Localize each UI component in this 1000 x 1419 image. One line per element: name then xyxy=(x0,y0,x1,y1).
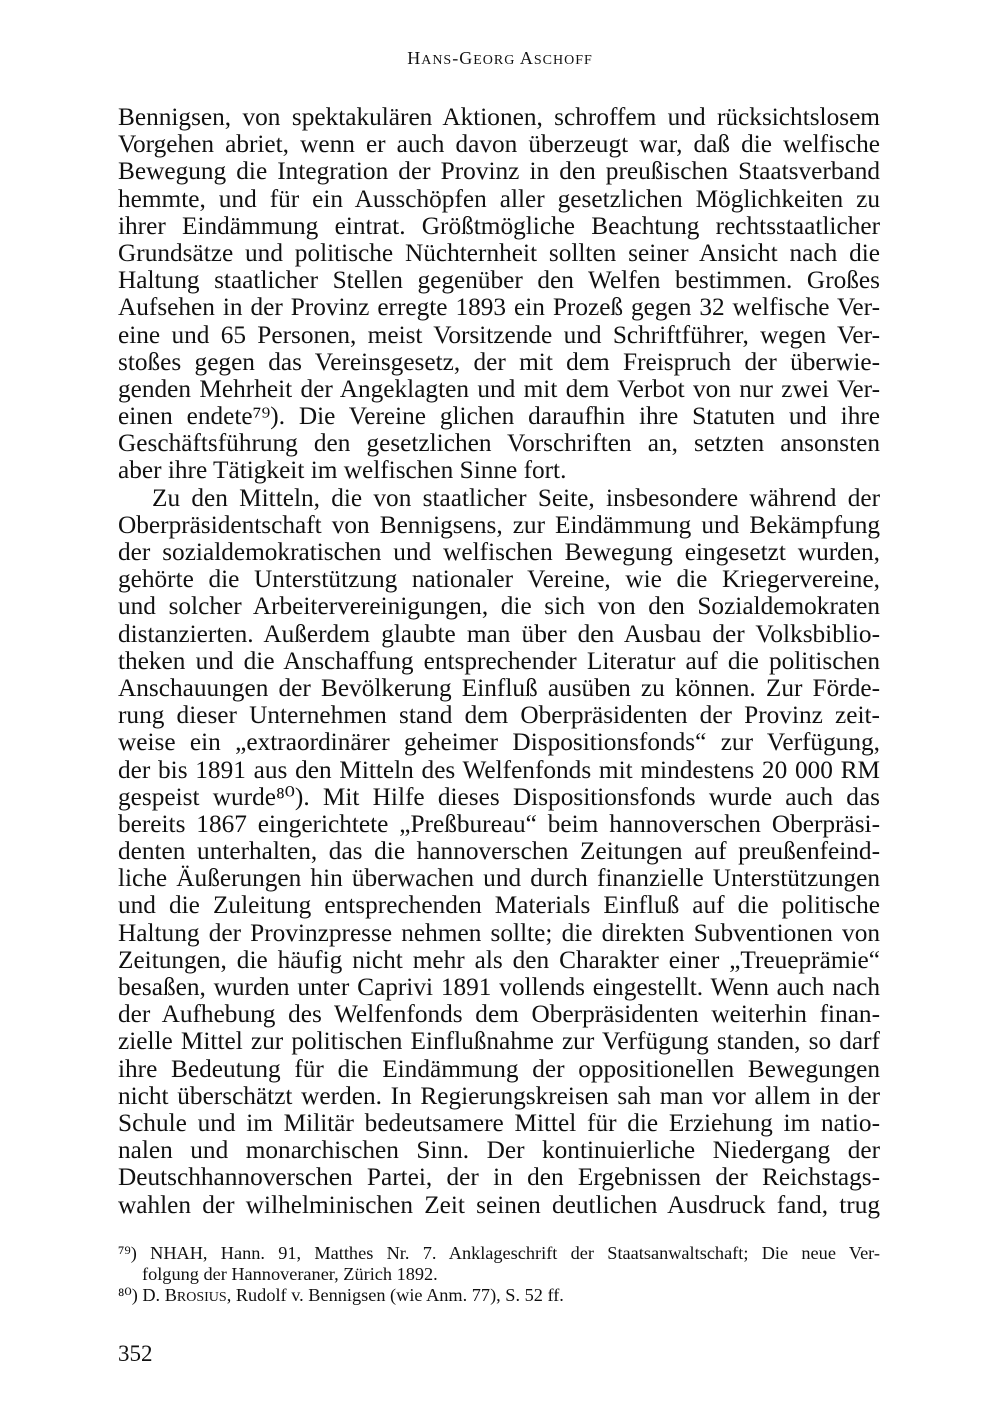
text-line: denten unterhalten, das die hannoverschen Zeitungen auf preußenfeind- xyxy=(118,837,880,866)
text-line: Bennigsen, von spektakulären Aktionen, schroffem und rücksichtslosem xyxy=(118,103,880,131)
text-line: Haltung staatlicher Stellen gegenüber den Welfen bestimmen. Großes xyxy=(118,266,880,295)
footnote-text: ⁸⁰) D. xyxy=(118,1285,165,1305)
text-line: einen endete⁷⁹). Die Vereine glichen daraufhin ihre Statuten und ihre xyxy=(118,402,880,431)
header-text: EORG xyxy=(473,53,516,68)
text-line: Zeitungen, die häufig nicht mehr als den Charakter einer „Treueprämie“ xyxy=(118,945,880,974)
header-text: SCHOFF xyxy=(533,53,593,68)
header-text: A xyxy=(515,48,534,68)
text-line: Bewegung die Integration der Provinz in den preußischen Staatsverband xyxy=(118,157,880,186)
text-line: gehörte die Unterstützung nationaler Vereine, wie die Kriegervereine, xyxy=(118,565,880,594)
text-line: der Aufhebung des Welfenfonds dem Oberpräsidenten weiterhin finan- xyxy=(118,1000,880,1029)
footnote-text: , Rudolf v. Bennigsen (wie Anm. 77), S. 52 ff. xyxy=(226,1285,564,1305)
text-line: Oberpräsidentschaft von Bennigsens, zur Eindämmung und Bekämpfung xyxy=(118,510,880,539)
text-line: Geschäftsführung den gesetzlichen Vorschriften an, setzten ansonsten xyxy=(118,429,880,458)
text-line: der bis 1891 aus den Mitteln des Welfenfonds mit mindestens 20 000 RM xyxy=(118,755,880,784)
body-text xyxy=(118,104,880,1219)
text-line: Deutschhannoverschen Partei, der in den Ergebnissen der Reichstags- xyxy=(118,1163,880,1192)
text-line: distanzierten. Außerdem glaubte man über den Ausbau der Volksbiblio- xyxy=(118,619,880,648)
header-text: G xyxy=(459,48,474,68)
paragraph-1 xyxy=(118,104,880,485)
text-line: gespeist wurde⁸⁰). Mit Hilfe dieses Dispositionsfonds wurde auch das xyxy=(118,782,880,811)
text-line: Vorgehen abriet, wenn er auch davon überzeugt war, daß die welfische xyxy=(118,130,880,159)
running-header xyxy=(0,48,1000,69)
text-line: Aufsehen in der Provinz erregte 1893 ein Prozeß gegen 32 welfische Ver- xyxy=(118,293,880,322)
footnote-80 xyxy=(118,1285,880,1308)
text-line: liche Äußerungen hin überwachen und durch finanzielle Unterstützungen xyxy=(118,864,880,893)
text-line: rung dieser Unternehmen stand dem Oberpräsidenten der Provinz zeit- xyxy=(118,701,880,730)
header-text: H xyxy=(407,48,422,68)
text-line: Zu den Mitteln, die von staatlicher Seite, insbesondere während der xyxy=(152,483,880,512)
text-line: hemmte, und für ein Ausschöpfen aller gesetzlichen Möglichkeiten zu xyxy=(118,184,880,213)
paragraph-2 xyxy=(118,485,880,1219)
text-line: wahlen der wilhelminischen Zeit seinen deutlichen Ausdruck fand, trug xyxy=(118,1190,880,1219)
text-line: bereits 1867 eingerichtete „Preßbureau“ beim hannoverschen Oberpräsi- xyxy=(118,809,880,838)
text-line: genden Mehrheit der Angeklagten und mit dem Verbot von nur zwei Ver- xyxy=(118,374,880,403)
text-line: aber ihre Tätigkeit im welfischen Sinne fort. xyxy=(118,456,567,485)
text-line: Schule und im Militär bedeutsamere Mittel für die Erziehung im natio- xyxy=(118,1108,880,1137)
footnotes xyxy=(118,1243,880,1308)
footnote-79-line: ⁷⁹) NHAH, Hann. 91, Matthes Nr. 7. Anklageschrift der Staatsanwaltschaft; Die neue Ver- xyxy=(118,1243,880,1263)
text-line: ihre Bedeutung für die Eindämmung der oppositionellen Bewegungen xyxy=(118,1054,880,1083)
text-line: und solcher Arbeitervereinigungen, die sich von den Sozialdemokraten xyxy=(118,592,880,621)
text-line: und die Zuleitung entsprechenden Materials Einfluß auf die politische xyxy=(118,891,880,920)
text-line: besaßen, wurden unter Caprivi 1891 vollends eingestellt. Wenn auch nach xyxy=(118,973,880,1001)
text-line: nicht überschätzt werden. In Regierungskreisen sah man vor allem in der xyxy=(118,1081,880,1110)
text-line: stoßes gegen das Vereinsgesetz, der mit dem Freispruch der überwie- xyxy=(118,347,880,376)
header-text: ANS xyxy=(421,53,453,68)
text-line: nalen und monarchischen Sinn. Der kontinuierliche Niedergang der xyxy=(118,1136,880,1165)
footnote-79-line: folgung der Hannoveraner, Zürich 1892. xyxy=(142,1264,438,1284)
page-number: 352 xyxy=(118,1341,153,1366)
text-line: theken und die Anschaffung entsprechender Literatur auf die politischen xyxy=(118,646,880,675)
footnote-author: ROSIUS xyxy=(176,1290,227,1305)
header-text: - xyxy=(452,48,460,68)
text-line: Anschauungen der Bevölkerung Einfluß ausüben zu können. Zur Förde- xyxy=(118,673,880,702)
text-line: Grundsätze und politische Nüchternheit sollten seiner Ansicht nach die xyxy=(118,238,880,267)
text-line: ihrer Eindämmung eintrat. Größtmögliche Beachtung rechtsstaatlicher xyxy=(118,211,880,240)
text-line: weise ein „extraordinärer geheimer Dispositionsfonds“ zur Verfügung, xyxy=(118,728,880,757)
text-line: zielle Mittel zur politischen Einflußnahme zur Verfügung standen, so darf xyxy=(118,1027,880,1056)
footnote-author: B xyxy=(164,1285,177,1305)
text-line: eine und 65 Personen, meist Vorsitzende und Schriftführer, wegen Ver- xyxy=(118,320,880,349)
text-line: der sozialdemokratischen und welfischen Bewegung eingesetzt wurden, xyxy=(118,538,880,566)
text-line: Haltung der Provinzpresse nehmen sollte; die direkten Subventionen von xyxy=(118,918,880,947)
